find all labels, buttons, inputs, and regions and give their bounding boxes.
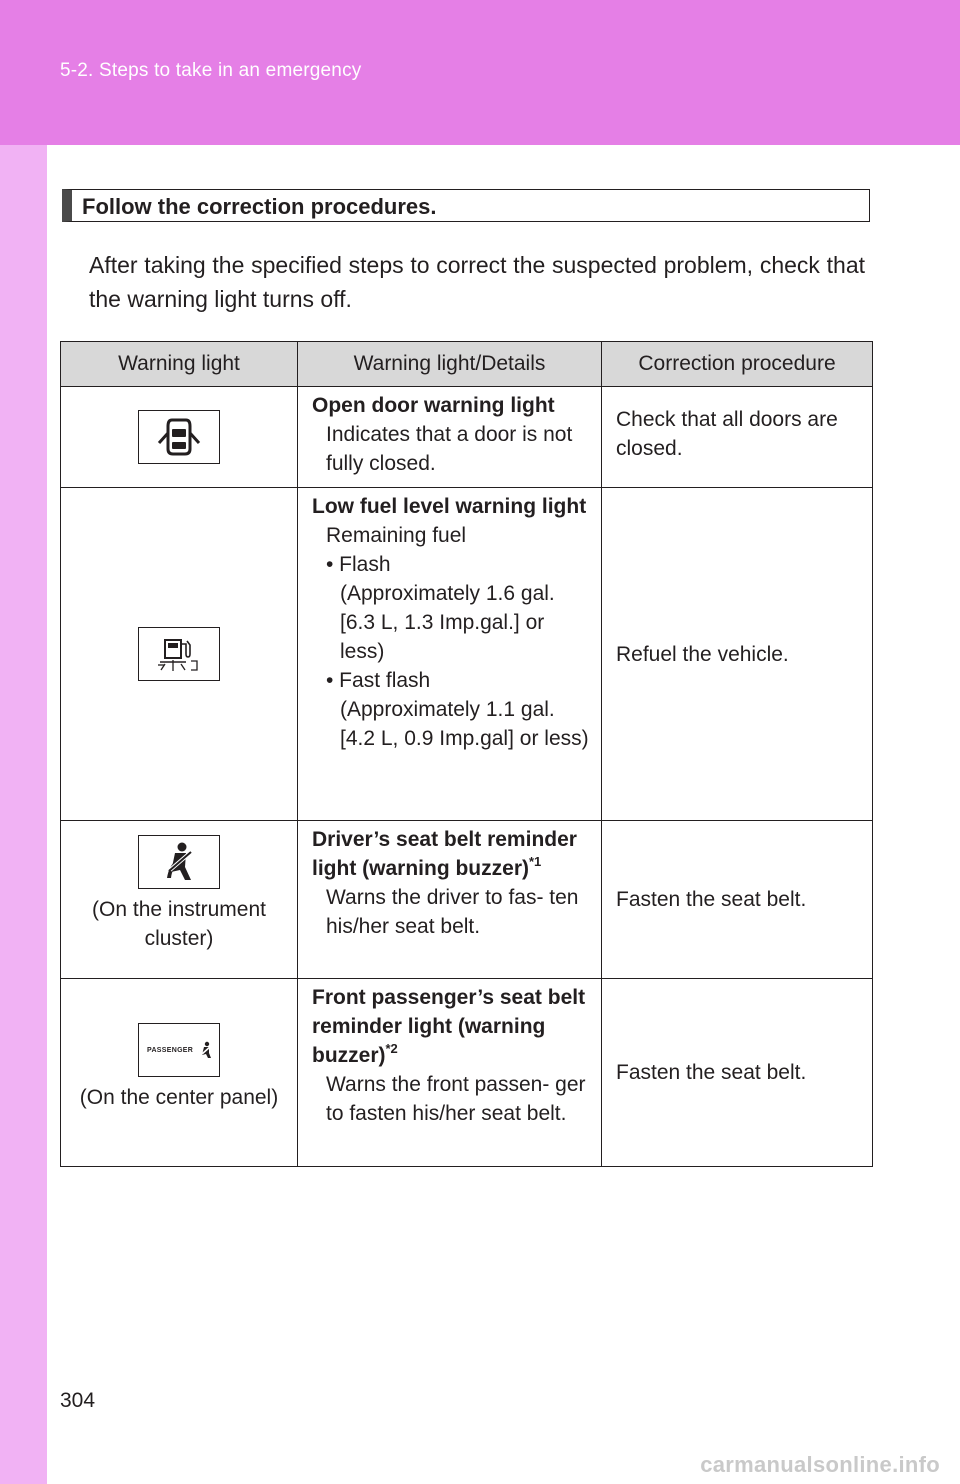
table-row bbox=[61, 488, 873, 821]
column-header-warning-light: Warning light bbox=[61, 342, 298, 387]
details-cell bbox=[298, 488, 602, 821]
open-door-icon bbox=[138, 410, 220, 464]
intro-paragraph: After taking the specified steps to correct the suspected problem, check that the warning light turns off. bbox=[89, 252, 865, 312]
passenger-icon-label: PASSENGER bbox=[147, 1046, 194, 1054]
correction-text: Fasten the seat belt. bbox=[616, 1061, 807, 1084]
flash-bullet: • Flash bbox=[326, 553, 391, 576]
warning-title: Open door warning light bbox=[312, 394, 555, 417]
table-row bbox=[61, 387, 873, 488]
icon-cell bbox=[61, 387, 298, 488]
section-heading bbox=[62, 189, 870, 222]
correction-text: Fasten the seat belt. bbox=[616, 888, 807, 911]
table-row bbox=[61, 979, 873, 1167]
section-heading-text: Follow the correction procedures. bbox=[82, 194, 437, 219]
details-cell bbox=[298, 979, 602, 1167]
correction-cell bbox=[602, 387, 873, 488]
details-cell bbox=[298, 387, 602, 488]
correction-text: Check that all doors are closed. bbox=[616, 408, 838, 460]
warning-title bbox=[312, 825, 591, 883]
correction-text: Refuel the vehicle. bbox=[616, 642, 789, 666]
warning-details: Indicates that a door is not fully closed. bbox=[326, 423, 573, 475]
warning-title bbox=[312, 983, 591, 1070]
side-strip bbox=[0, 145, 47, 1484]
icon-cell bbox=[61, 488, 298, 821]
seat-belt-icon bbox=[138, 835, 220, 889]
details-cell bbox=[298, 821, 602, 979]
warning-title-text: Driver’s seat belt reminder light (warning buzzer) bbox=[312, 828, 577, 880]
warning-details: Warns the driver to fas- ten his/her seat belt. bbox=[326, 886, 579, 938]
page-number: 304 bbox=[60, 1389, 96, 1412]
warning-title: Low fuel level warning light bbox=[312, 495, 587, 518]
flash-detail: (Approximately 1.6 gal. [6.3 L, 1.3 Imp.gal.] or less) bbox=[340, 582, 555, 663]
section-breadcrumb: 5-2. Steps to take in an emergency bbox=[60, 60, 362, 81]
table-row bbox=[61, 821, 873, 979]
correction-cell bbox=[602, 979, 873, 1167]
low-fuel-icon bbox=[138, 627, 220, 681]
fast-flash-bullet: • Fast flash bbox=[326, 669, 431, 692]
correction-cell bbox=[602, 821, 873, 979]
icon-cell bbox=[61, 979, 298, 1167]
fast-flash-detail: (Approximately 1.1 gal. [4.2 L, 0.9 Imp.gal] or less) bbox=[340, 698, 589, 750]
warning-title-text: Front passenger’s seat belt reminder light (warning buzzer) bbox=[312, 986, 586, 1067]
icon-location: (On the instrument cluster) bbox=[92, 898, 266, 950]
warning-details: Warns the front passen- ger to fasten his/her seat belt. bbox=[326, 1073, 586, 1125]
correction-cell bbox=[602, 488, 873, 821]
footnote-ref: *1 bbox=[528, 854, 542, 869]
table-header-row bbox=[61, 342, 873, 387]
icon-location: (On the center panel) bbox=[79, 1086, 279, 1109]
column-header-details: Warning light/Details bbox=[298, 342, 602, 387]
column-header-correction: Correction procedure bbox=[602, 342, 873, 387]
watermark: carmanualsonline.info bbox=[700, 1452, 940, 1477]
warning-light-table bbox=[60, 341, 873, 1167]
warning-details: Remaining fuel bbox=[326, 524, 467, 547]
icon-cell bbox=[61, 821, 298, 979]
passenger-seat-belt-icon bbox=[138, 1023, 220, 1077]
footnote-ref: *2 bbox=[385, 1041, 398, 1056]
